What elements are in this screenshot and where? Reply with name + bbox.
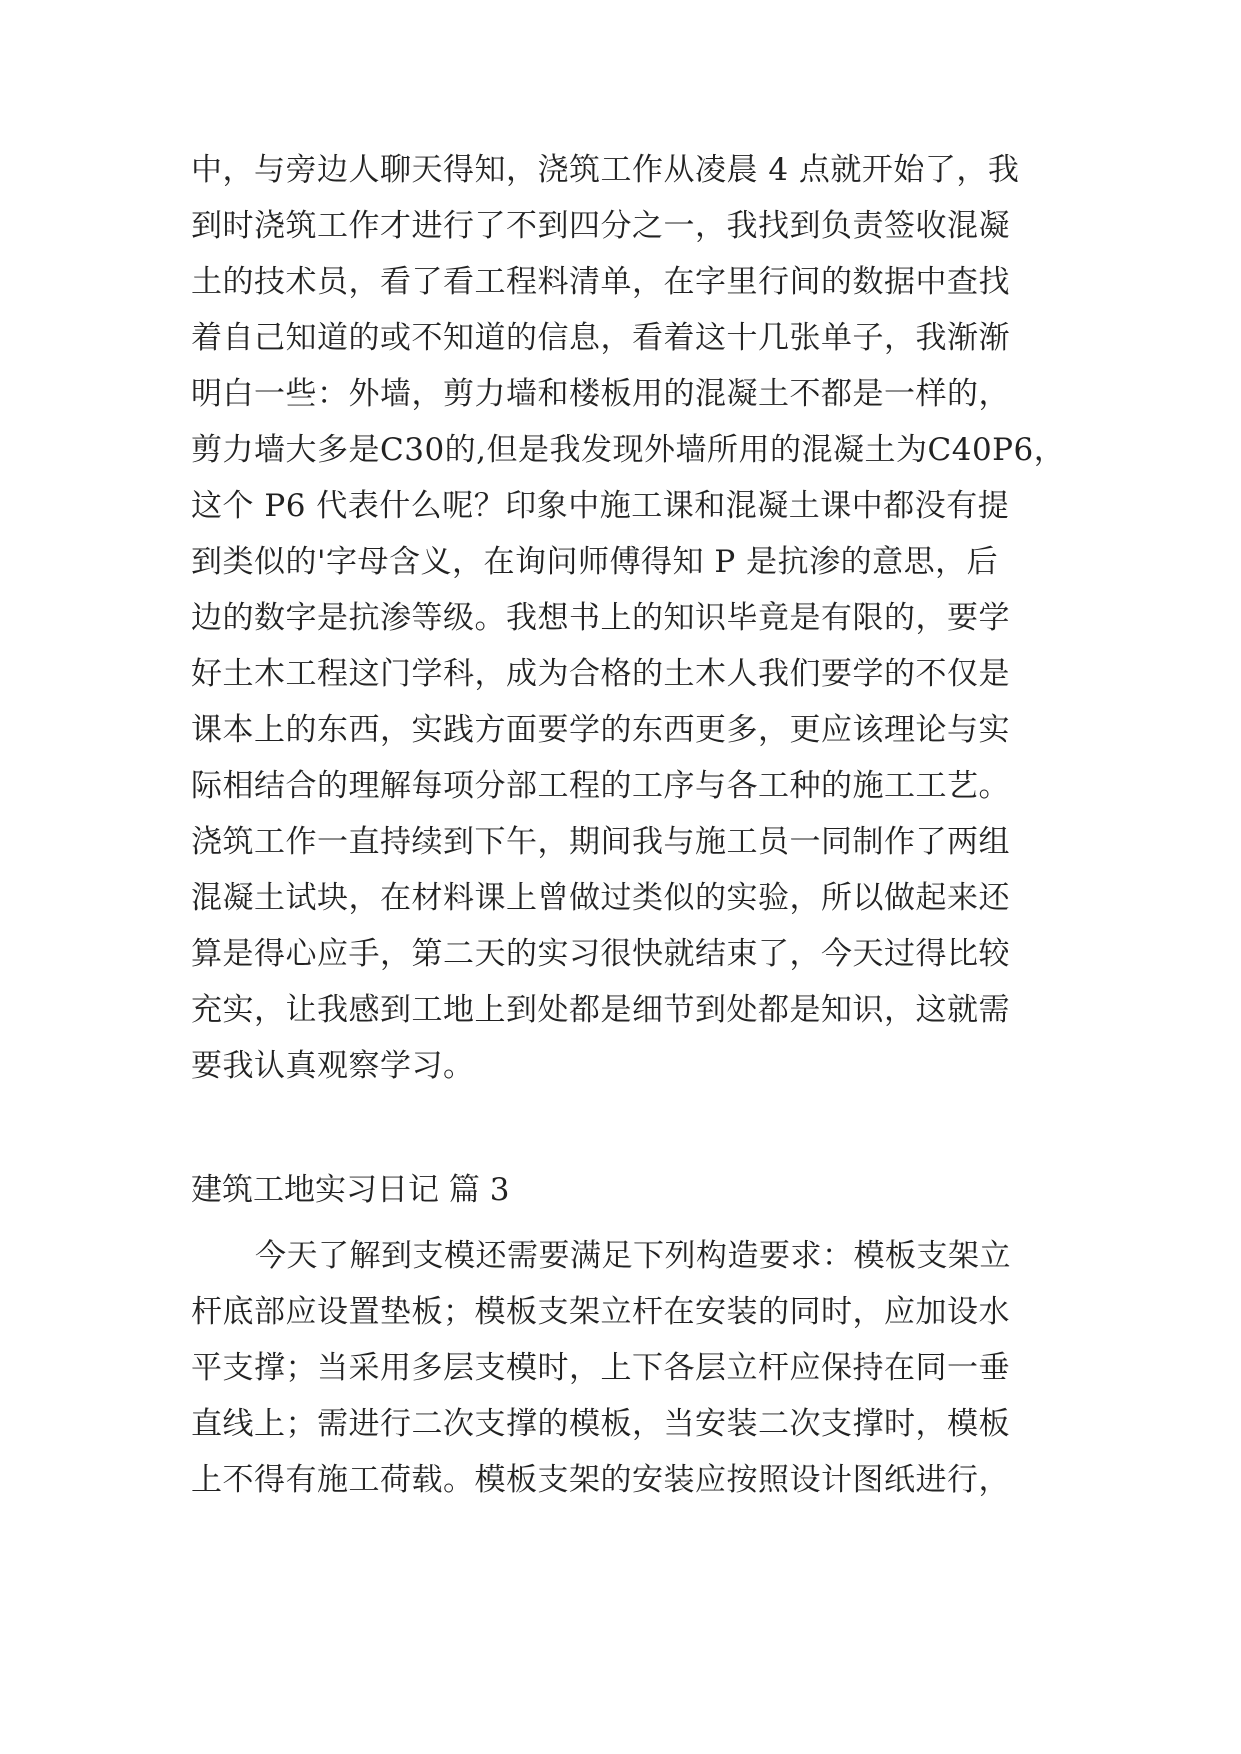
paragraph-2-line-1: 今天了解到支模还需要满足下列构造要求：模板支架立 (255, 1238, 1011, 1274)
paragraph-2-line-3: 平支撑；当采用多层支模时，上下各层立杆应保持在同一垂 (191, 1350, 1010, 1386)
paragraph-1-line-14: 混凝土试块，在材料课上曾做过类似的实验，所以做起来还 (191, 880, 1010, 916)
paragraph-1-line-17: 要我认真观察学习。 (191, 1048, 475, 1084)
paragraph-1-line-15: 算是得心应手，第二天的实习很快就结束了，今天过得比较 (191, 936, 1010, 972)
paragraph-2-line-4: 直线上；需进行二次支撑的模板，当安装二次支撑时，模板 (191, 1406, 1010, 1442)
paragraph-1-line-2: 到时浇筑工作才进行了不到四分之一，我找到负责签收混凝 (191, 208, 1010, 244)
paragraph-1-line-1: 中，与旁边人聊天得知，浇筑工作从凌晨 4 点就开始了，我 (191, 152, 1020, 188)
paragraph-1-line-4: 着自己知道的或不知道的信息，看着这十几张单子，我渐渐 (191, 320, 1010, 356)
section-heading: 建筑工地实习日记 篇 3 (191, 1172, 510, 1208)
paragraph-1-line-9: 边的数字是抗渗等级。我想书上的知识毕竟是有限的，要学 (191, 600, 1010, 636)
paragraph-1-line-12: 际相结合的理解每项分部工程的工序与各工种的施工工艺。 (191, 768, 1010, 804)
paragraph-1-line-13: 浇筑工作一直持续到下午，期间我与施工员一同制作了两组 (191, 824, 1010, 860)
paragraph-1-line-5: 明白一些：外墙，剪力墙和楼板用的混凝土不都是一样的， (191, 376, 1010, 412)
paragraph-1-line-3: 土的技术员，看了看工程料清单，在字里行间的数据中查找 (191, 264, 1010, 300)
paragraph-1-line-8: 到类似的'字母含义，在询问师傅得知 P 是抗渗的意思，后 (191, 544, 999, 580)
paragraph-2-line-5: 上不得有施工荷载。模板支架的安装应按照设计图纸进行， (191, 1462, 1010, 1498)
paragraph-1-line-10: 好土木工程这门学科，成为合格的土木人我们要学的不仅是 (191, 656, 1010, 692)
paragraph-1-line-6: 剪力墙大多是C30的,但是我发现外墙所用的混凝土为C40P6， (191, 432, 1066, 468)
paragraph-1-line-16: 充实，让我感到工地上到处都是细节到处都是知识，这就需 (191, 992, 1010, 1028)
paragraph-1-line-7: 这个 P6 代表什么呢？印象中施工课和混凝土课中都没有提 (191, 488, 1010, 524)
paragraph-1-line-11: 课本上的东西，实践方面要学的东西更多，更应该理论与实 (191, 712, 1010, 748)
paragraph-2-line-2: 杆底部应设置垫板；模板支架立杆在安装的同时，应加设水 (191, 1294, 1010, 1330)
